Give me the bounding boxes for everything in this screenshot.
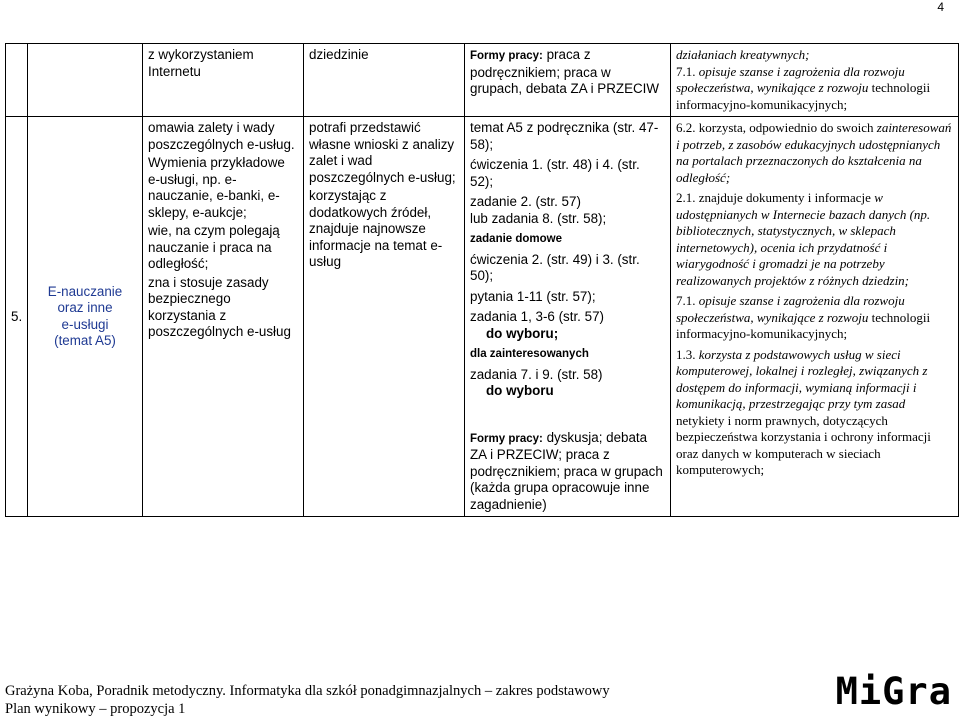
standard-text: netykiety i norm prawnych, dotyczących bezpieczeństwa korzystania i ochrony informacji oraz danych w komputerach w sieciach komputerowych; [676, 412, 931, 477]
text-line: dziedzinie [309, 47, 369, 62]
standard-text: technologii informacyjno-komunikacyjnych; [676, 80, 931, 112]
standard-item [676, 347, 953, 479]
standard-text: korzysta, odpowiednio do swoich [698, 120, 874, 135]
forms-text: z podręcznikiem; praca w grupach, debata ZA i PRZECIW [470, 47, 660, 96]
cell-extended-requirements [304, 117, 465, 517]
requirement: zna i stosuje zasady bezpiecznego korzystania z poszczególnych e-usług [148, 274, 291, 339]
page-number: 4 [937, 0, 944, 14]
requirement: wie, na czym polegają nauczanie i praca na odległość; [148, 223, 280, 271]
publisher-logo: MiGra [835, 670, 952, 713]
cell-basic-requirements [143, 117, 304, 517]
interested-label: dla zainteresowanych [470, 348, 589, 360]
standard-num: 6.2. [676, 120, 696, 135]
forms-label: Formy pracy: [470, 50, 543, 62]
table-row-topic-5 [6, 117, 959, 517]
requirement: omawia zalety i wady poszczególnych e-usług. [148, 120, 295, 152]
work-line: do wyboru [486, 383, 554, 398]
cell-basic-continued [143, 44, 304, 117]
footer-line: Plan wynikowy – propozycja 1 [5, 701, 186, 717]
standard-text: zainteresowań i potrzeb, z zasobów edukacyjnych udostępnianych na portalach przeznaczonych do kształcenia na odległość; [676, 120, 952, 185]
work-line: pytania 1-11 (str. 57); [470, 288, 596, 304]
footer-line: Grażyna Koba, Poradnik metodyczny. Informatyka dla szkół ponadgimnazjalnych – zakres podstawowy [5, 683, 610, 699]
cell-number-empty [6, 44, 28, 117]
work-forms [470, 430, 665, 514]
requirement: potrafi przedstawić własne wnioski z analizy zalet i wad poszczególnych e-usług; [309, 120, 456, 185]
work-line: zadanie 2. (str. 57) [470, 194, 581, 209]
cell-work-procedure [465, 117, 671, 517]
cell-extended-continued [304, 44, 465, 117]
work-line: zadania 1, 3-6 (str. 57) [470, 309, 604, 324]
work-line: do wyboru; [486, 325, 559, 341]
lesson-number: 5. [6, 117, 28, 517]
topic-line: (temat A5) [54, 333, 116, 348]
topic-line: oraz inne [57, 300, 113, 315]
work-line: temat A5 z podręcznika (str. 47-58); [470, 120, 659, 152]
work-forms [470, 47, 665, 98]
forms-text: dyskusja; debata ZA i PRZECIW; praca z podręcznikiem; praca w grupach (każda grupa opracowuje inne zagadnienie) [470, 429, 663, 512]
footer [5, 682, 610, 718]
standard-text: znajduje dokumenty i informacje [698, 190, 871, 205]
text-line: Internetu [148, 63, 201, 79]
cell-topic-empty [28, 44, 143, 117]
standard-num: 7.1. [676, 293, 696, 308]
work-line: lub zadania 8. (str. 58); [470, 210, 607, 226]
standard-text: w udostępnianych w Internecie bazach danych (np. bibliotecznych, statystycznych, w sklepach internetowych), ocenia ich przydatność i wiarygodność i gromadzi je na potrzeby realizowanych projektów z różnych dziedzin; [676, 190, 931, 288]
cell-standards-continued [671, 44, 959, 117]
work-line: ćwiczenia 2. (str. 49) i 3. (str. 50); [470, 251, 640, 283]
requirement: Wymienia przykładowe e-usługi, np. e-nauczanie, e-banki, e-sklepy, e-aukcje; [148, 155, 285, 220]
topic-line: E-nauczanie [47, 283, 123, 299]
lesson-topic [28, 117, 143, 517]
cell-curriculum-standards [671, 117, 959, 517]
standard-text: działaniach kreatywnych; [676, 47, 810, 62]
text-line: z wykorzystaniem [148, 47, 254, 62]
standard-text: korzysta z podstawowych usług w sieci komputerowej, lokalnej i rozległej, związanych z dostępem do informacji, wymianą informacji i komunikacją, przestrzegając przy tym zasad [676, 346, 928, 411]
topic-line: e-usługi [61, 316, 109, 332]
standard-item [676, 120, 953, 186]
forms-text: praca [546, 47, 581, 62]
standard-num: 1.3. [676, 346, 696, 362]
standard-text: technologii informacyjno-komunikacyjnych; [676, 309, 931, 341]
standard-item [676, 190, 953, 289]
standard-text: opisuje szanse i zagrożenia dla rozwoju społeczeństwa, wynikające z rozwoju [676, 63, 905, 95]
work-line: ćwiczenia 1. (str. 48) i 4. (str. 52); [470, 157, 640, 189]
cell-work-continued [465, 44, 671, 117]
standard-text: opisuje szanse i zagrożenia dla rozwoju społeczeństwa, wynikające z rozwoju [676, 293, 905, 325]
standard-item [676, 64, 953, 114]
table-row-continued [6, 44, 959, 117]
standard-num: 2.1. [676, 190, 696, 205]
plan-table [5, 43, 959, 517]
forms-label: Formy pracy: [470, 432, 543, 445]
work-line: zadania 7. i 9. (str. 58) [470, 366, 603, 382]
standard-item [676, 293, 953, 343]
requirement: korzystając z dodatkowych źródeł, znajduje najnowsze informacje na temat e-usług [309, 188, 443, 269]
standard-num: 7.1. [676, 63, 696, 79]
homework-label: zadanie domowe [470, 233, 563, 245]
